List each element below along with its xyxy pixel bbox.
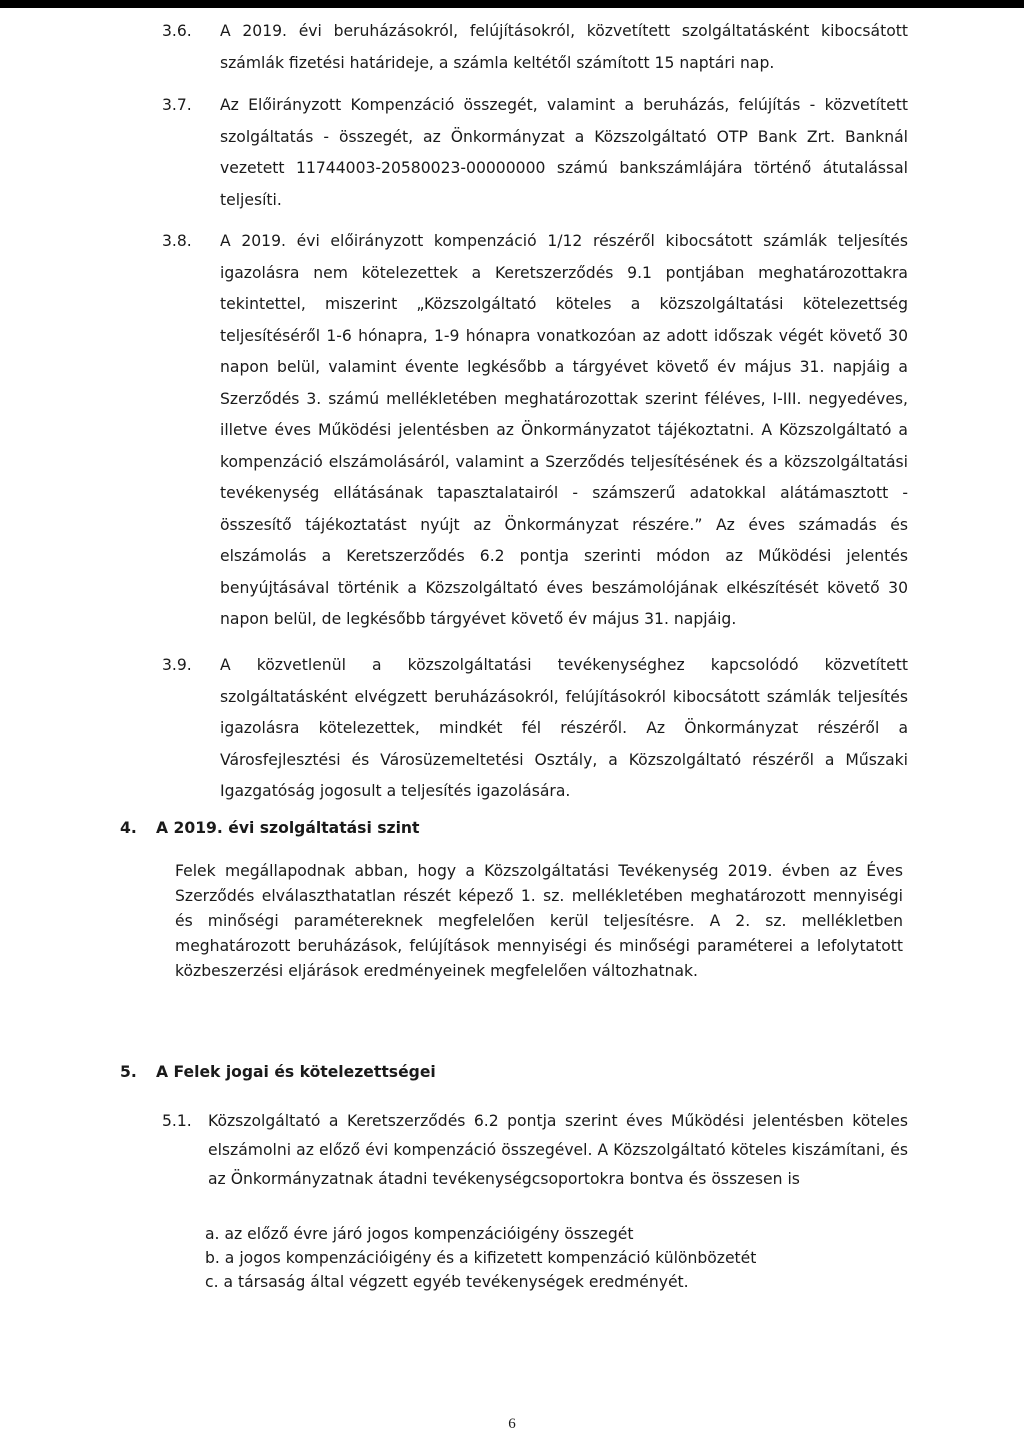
section-3-7 xyxy=(162,90,910,216)
section-number: 4. xyxy=(120,819,137,837)
section-3-8 xyxy=(162,226,910,636)
section-text: A 2019. évi előirányzott kompenzáció 1/12 részéről kibocsátott számlák teljesítés igazolásra nem kötelezettek a Keretszerződés 9.1 pontjában meghatározottakra tekintettel, miszerint „Közszolgáltató köteles a közszolgáltatási kötelezettség teljesítéséről 1-6 hónapra, 1-9 hónapra vonatkozóan az adott időszak végét követő 30 napon belül, valamint évente legkésőbb a tárgyévet követő év május 31. napjáig a Szerződés 3. számú mellékletében meghatározottak szerint féléves, I-III. negyedéves, illetve éves Működési jelentésben az Önkormányzatot tájékoztatni. A Közszolgáltató a kompenzáció elszámolásáról, valamint a Szerződés teljesítésének és a közszolgáltatási tevékenység ellátásának tapasztalatairól - számszerű adatokkal alátámasztott - összesítő tájékoztatást nyújt az Önkormányzat részére.” Az éves számadás és elszámolás a Keretszerződés 6.2 pontja szerinti módon az Működési jelentés benyújtásával történik a Közszolgáltató éves beszámolójának elkészítését követő 30 napon belül, de legkésőbb tárgyévet követő év május 31. napjáig. xyxy=(220,232,908,628)
section-number: 5. xyxy=(120,1063,137,1081)
section-text: A közvetlenül a közszolgáltatási tevékenységhez kapcsolódó közvetített szolgáltatásként elvégzett beruházásokról, felújításokról kibocsátott számlák teljesítés igazolásra kötelezettek, mindkét fél részéről. Az Önkormányzat részéről a Városfejlesztési és Városüzemeltetési Osztály, a Közszolgáltató részéről a Műszaki Igazgatóság jogosult a teljesítés igazolására. xyxy=(220,656,908,800)
section-number: 3.6. xyxy=(162,22,192,40)
page-number: 6 xyxy=(508,1416,516,1432)
section-number: 5.1. xyxy=(162,1112,192,1130)
scan-edge xyxy=(0,0,1024,8)
section-title: A 2019. évi szolgáltatási szint xyxy=(156,819,420,837)
list-item: b. a jogos kompenzációigény és a kifizetett kompenzáció különbözetét xyxy=(205,1249,757,1267)
section-3-9 xyxy=(162,650,910,808)
section-5-heading xyxy=(120,1060,436,1084)
list-item: a. az előző évre járó jogos kompenzációigény összegét xyxy=(205,1225,634,1243)
section-text: A 2019. évi beruházásokról, felújításokról, közvetített szolgáltatásként kibocsátott számlák fizetési határideje, a számla keltétől számított 15 naptári nap. xyxy=(220,22,908,72)
list-item: c. a társaság által végzett egyéb tevékenységek eredményét. xyxy=(205,1273,689,1291)
section-3-6 xyxy=(162,16,910,79)
section-text: Az Előirányzott Kompenzáció összegét, valamint a beruházás, felújítás - közvetített szolgáltatás - összegét, az Önkormányzat a Közszolgáltató OTP Bank Zrt. Banknál vezetett 11744003-20580023-00000000 számú bankszámlájára történő átutalással teljesíti. xyxy=(220,96,908,209)
section-4-text: Felek megállapodnak abban, hogy a Közszolgáltatási Tevékenység 2019. évben az Éves Szerződés elválaszthatatlan részét képező 1. sz. mellékletében meghatározott mennyiségi és minőségi paramétereknek megfelelően kerül teljesítésre. A 2. sz. mellékletben meghatározott beruházások, felújítások mennyiségi és minőségi paraméterei a lefolytatott közbeszerzési eljárások eredményeinek megfelelően változhatnak. xyxy=(175,862,903,980)
section-number: 3.9. xyxy=(162,656,192,674)
section-4-heading xyxy=(120,816,419,840)
section-5-1 xyxy=(162,1107,910,1194)
compensation-list xyxy=(205,1222,865,1294)
section-title: A Felek jogai és kötelezettségei xyxy=(156,1063,436,1081)
section-number: 3.7. xyxy=(162,96,192,114)
section-text: Közszolgáltató a Keretszerződés 6.2 pontja szerint éves Működési jelentésben köteles elszámolni az előző évi kompenzáció összegével. A Közszolgáltató köteles kiszámítani, és az Önkormányzatnak átadni tevékenységcsoportokra bontva és összesen is xyxy=(208,1112,908,1188)
section-number: 3.8. xyxy=(162,232,192,250)
